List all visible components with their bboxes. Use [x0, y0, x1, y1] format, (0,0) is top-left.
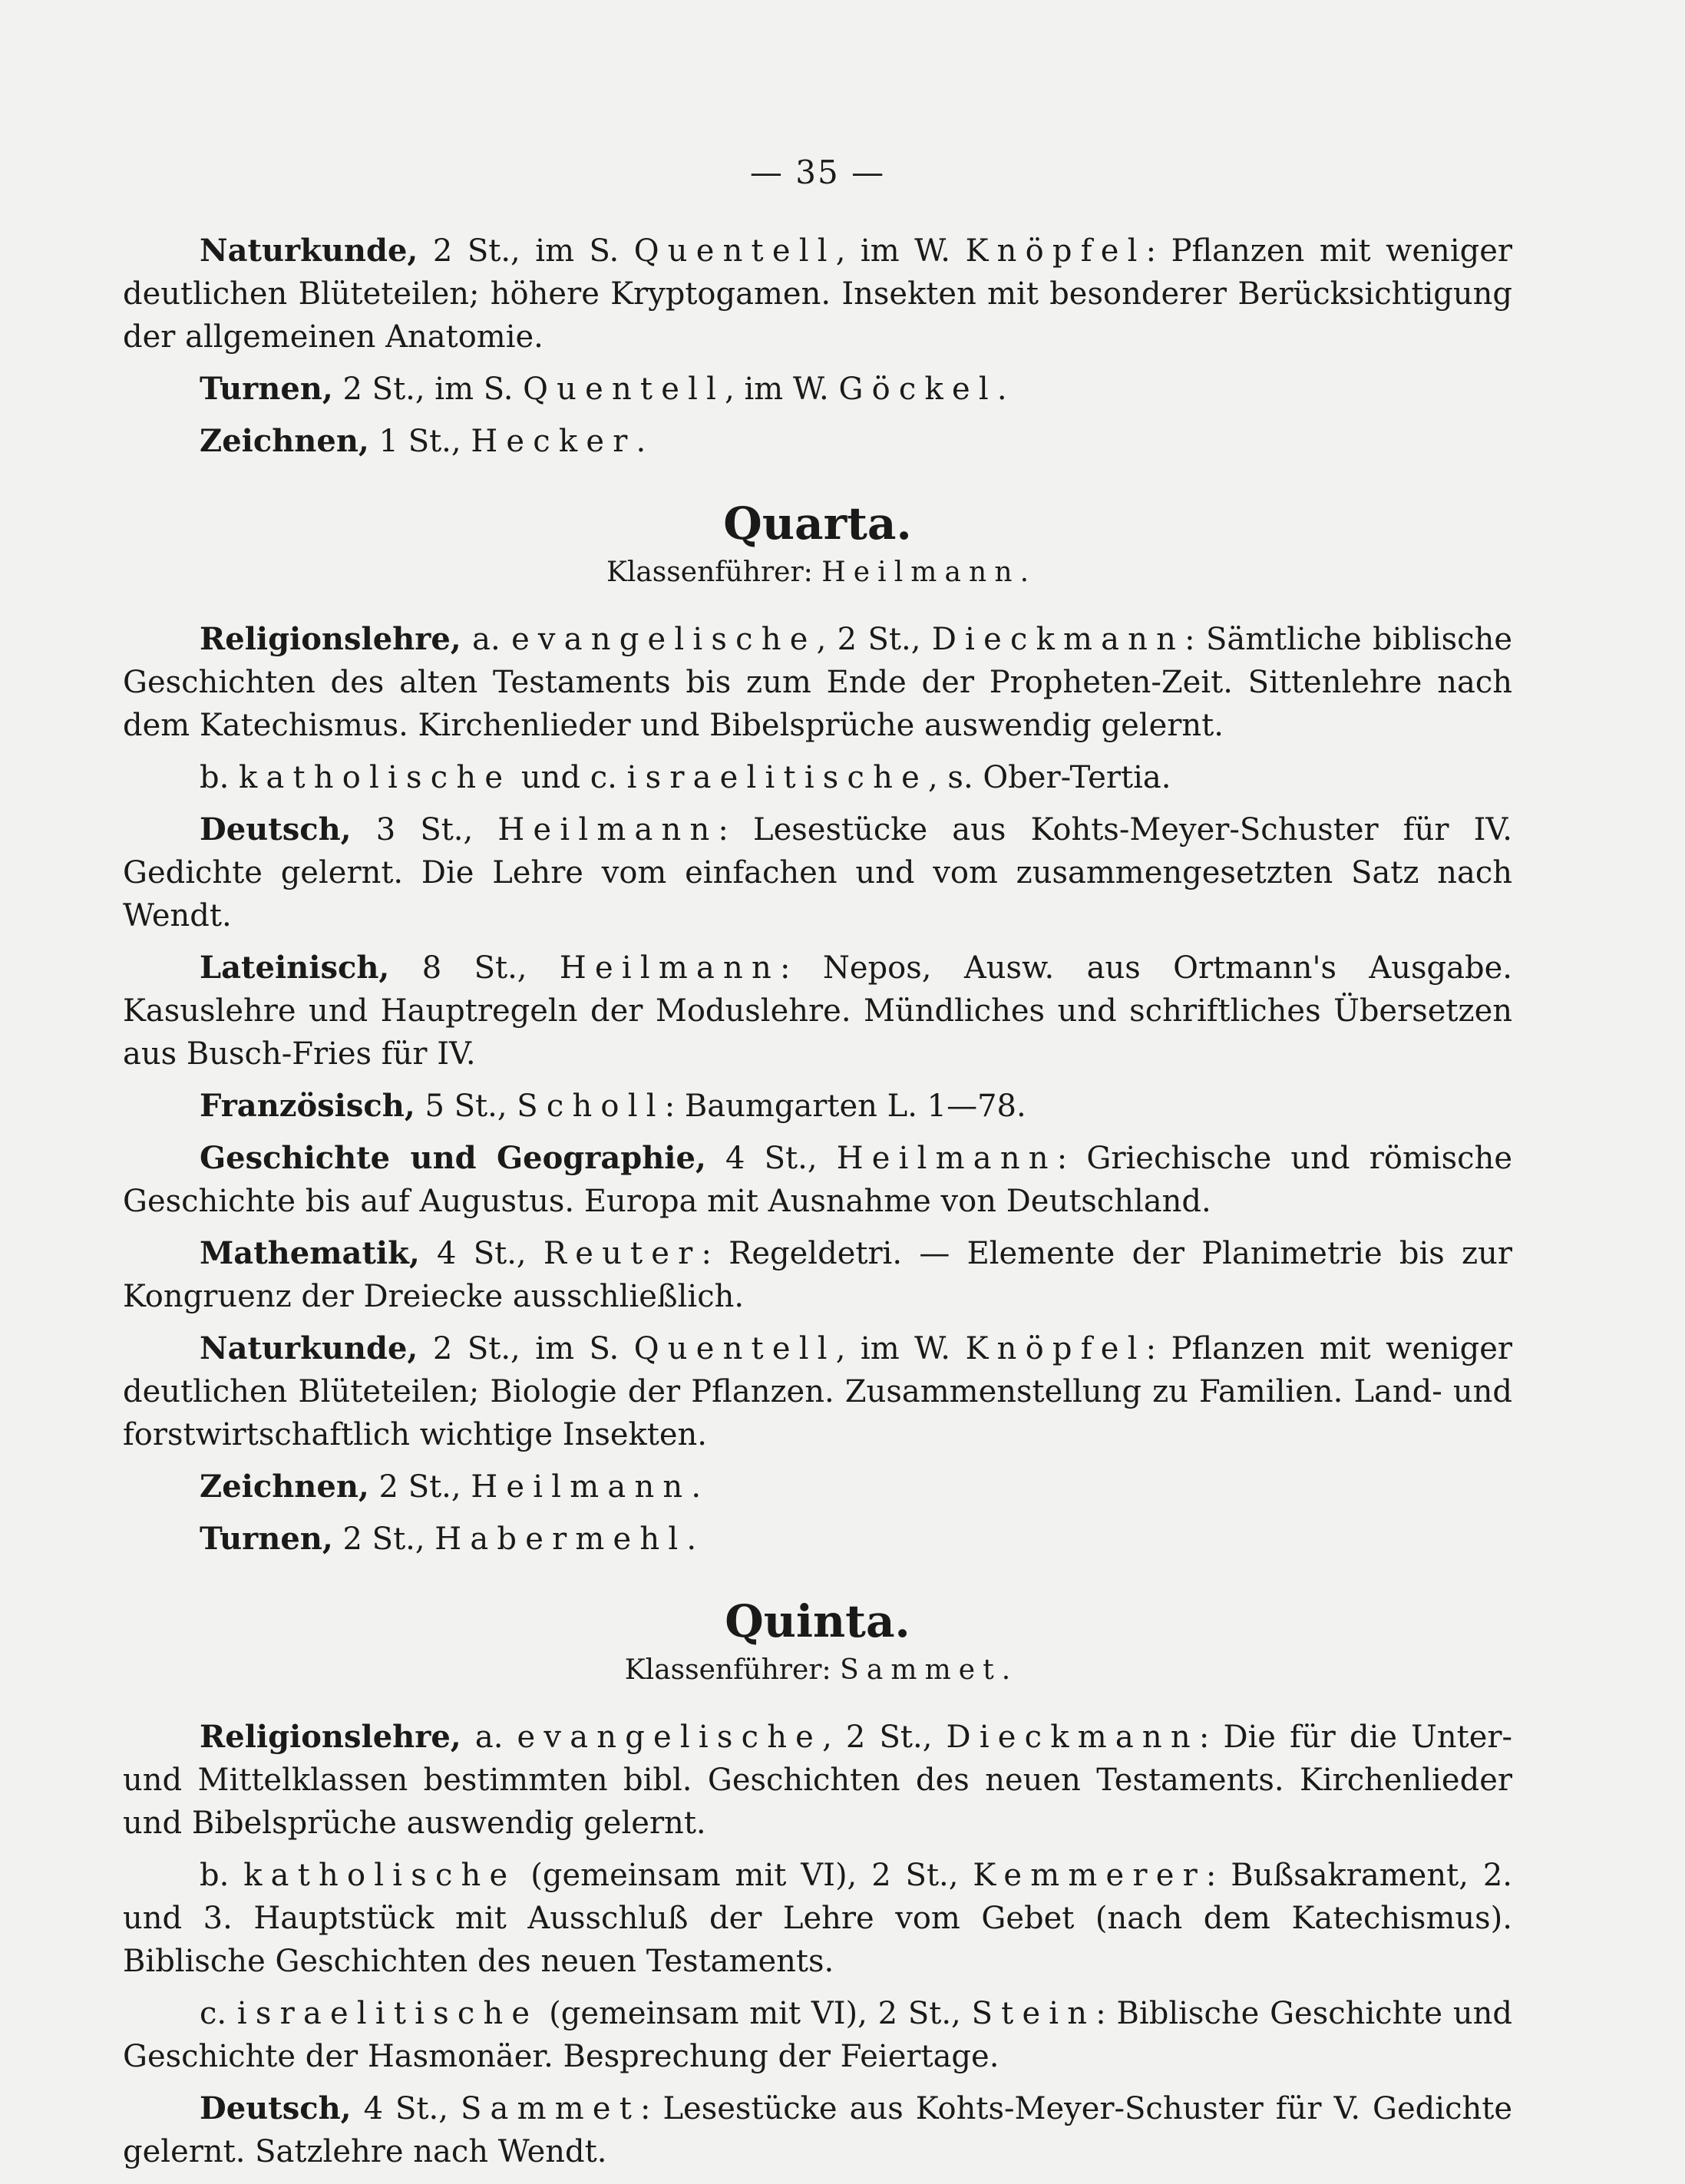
- entry-franzoesisch-quarta: Französisch, 5 St., Scholl: Baumgarten L. 1—78.: [200, 1088, 1026, 1124]
- entry-lateinisch-quarta: Lateinisch, 8 St., Heilmann: Nepos, Ausw. aus Ortmann's Ausgabe. Kasuslehre und Hauptregeln der Moduslehre. Mündliches und schriftliches Übersetzen aus Busch-Fries für IV.: [123, 950, 1513, 1072]
- class-leader-quinta: Klassenführer: Sammet.: [624, 1654, 1011, 1686]
- teacher-name: Heilmann: [497, 812, 719, 847]
- teacher-name: Heilmann: [559, 950, 780, 986]
- teacher-name: Heilmann: [836, 1141, 1057, 1176]
- section-title-quarta: Quarta.: [723, 497, 912, 550]
- subject: Mathematik,: [200, 1235, 420, 1271]
- subject: Turnen,: [200, 1521, 333, 1557]
- subject: Deutsch,: [200, 2090, 352, 2126]
- document-page: [123, 154, 1512, 2182]
- subject: Religionslehre,: [200, 621, 461, 657]
- entry-deutsch-quinta: Deutsch, 4 St., Sammet: Lesestücke aus Kohts-Meyer-Schuster für V. Gedichte gelernt. Satzlehre nach Wendt.: [123, 2090, 1512, 2169]
- teacher-name: Sammet: [460, 2091, 640, 2126]
- section-title-quinta: Quinta.: [725, 1595, 910, 1647]
- entry-religionslehre-quinta: Religionslehre, a. evangelische, 2 St., Dieckmann: Die für die Unter- und Mittelklassen bestimmten bibl. Geschichten des neuen Testaments. Kirchenlieder und Bibelsprüche auswendig gelernt.: [123, 1719, 1512, 1841]
- entry-religionslehre-bc-quarta: b. katholische und c. israelitische, s. Ober-Tertia.: [200, 760, 1171, 795]
- teacher-name: Dieckmann: [931, 622, 1185, 657]
- subject: Religionslehre,: [200, 1719, 461, 1755]
- subject: Naturkunde,: [200, 233, 418, 269]
- teacher-name: Knöpfel: [965, 1331, 1146, 1366]
- entry-mathematik-quarta: Mathematik, 4 St., Reuter: Regeldetri. — Elemente der Planimetrie bis zur Kongruenz der Dreiecke ausschließlich.: [123, 1235, 1512, 1314]
- class-leader-quarta: Klassenführer: Heilmann.: [606, 557, 1029, 588]
- entry-religionslehre-quarta: Religionslehre, a. evangelische, 2 St., Dieckmann: Sämtliche biblische Geschichten des alten Testaments bis zum Ende der Propheten-Zeit. Sittenlehre nach dem Katechismus. Kirchenlieder und Bibelsprüche auswendig gelernt.: [123, 621, 1512, 743]
- subject: Zeichnen,: [200, 1469, 369, 1505]
- subject: Deutsch,: [200, 811, 352, 847]
- entry-naturkunde-quarta: Naturkunde, 2 St., im S. Quentell, im W. Knöpfel: Pflanzen mit weniger deutlichen Blüteteilen; Biologie der Pflanzen. Zusammenstellung zu Familien. Land- und forstwirtschaftlich wichtige Insekten.: [123, 1330, 1513, 1452]
- teacher-name: Heilmann: [471, 1469, 692, 1505]
- teacher-name: Quentell: [633, 233, 836, 269]
- teacher-name: Hecker: [471, 424, 636, 459]
- teacher-name: Göckel: [838, 372, 997, 407]
- entry-zeichnen-top: Zeichnen, 1 St., Hecker.: [200, 423, 646, 459]
- entry-turnen-quarta: Turnen, 2 St., Habermehl.: [200, 1521, 697, 1557]
- teacher-name: Reuter: [543, 1236, 702, 1271]
- teacher-name: Quentell: [633, 1331, 836, 1366]
- teacher-name: Dieckmann: [946, 1720, 1199, 1755]
- entry-geschichte-quarta: Geschichte und Geographie, 4 St., Heilmann: Griechische und römische Geschichte bis auf Augustus. Europa mit Ausnahme von Deutschland.: [123, 1140, 1512, 1219]
- subject: Turnen,: [200, 371, 333, 407]
- subject: Naturkunde,: [200, 1330, 418, 1366]
- entry-zeichnen-quarta: Zeichnen, 2 St., Heilmann.: [200, 1469, 702, 1505]
- entry-religionslehre-c-quinta: c. israelitische (gemeinsam mit VI), 2 St., Stein: Biblische Geschichte und Geschichte der Hasmonäer. Besprechung der Feiertage.: [123, 1996, 1513, 2074]
- teacher-name: Quentell: [523, 372, 725, 407]
- teacher-name: Stein: [971, 1996, 1096, 2031]
- page-number: — 35 —: [749, 154, 886, 191]
- subject: Französisch,: [200, 1088, 415, 1124]
- entry-turnen-top: Turnen, 2 St., im S. Quentell, im W. Göckel.: [200, 371, 1007, 407]
- teacher-name: Knöpfel: [965, 233, 1146, 269]
- teacher-name: Kemmerer: [973, 1858, 1206, 1893]
- subject: Geschichte und Geographie,: [200, 1140, 706, 1176]
- entry-naturkunde-top: Naturkunde, 2 St., im S. Quentell, im W. Knöpfel: Pflanzen mit weniger deutlichen Blüteteilen; höhere Kryptogamen. Insekten mit besonderer Berücksichtigung der allgemeinen Anatomie.: [123, 233, 1513, 355]
- subject: Lateinisch,: [200, 950, 390, 986]
- entry-religionslehre-b-quinta: b. katholische (gemeinsam mit VI), 2 St., Kemmerer: Bußsakrament, 2. und 3. Hauptstück mit Ausschluß der Lehre vom Gebet (nach dem Katechismus). Biblische Geschichten des neuen Testaments.: [123, 1858, 1512, 1979]
- entry-deutsch-quarta: Deutsch, 3 St., Heilmann: Lesestücke aus Kohts-Meyer-Schuster für IV. Gedichte gelernt. Die Lehre vom einfachen und vom zusammengesetzten Satz nach Wendt.: [123, 811, 1513, 933]
- teacher-name: Scholl: [517, 1089, 665, 1124]
- subject: Zeichnen,: [200, 423, 369, 459]
- teacher-name: Habermehl: [434, 1522, 687, 1557]
